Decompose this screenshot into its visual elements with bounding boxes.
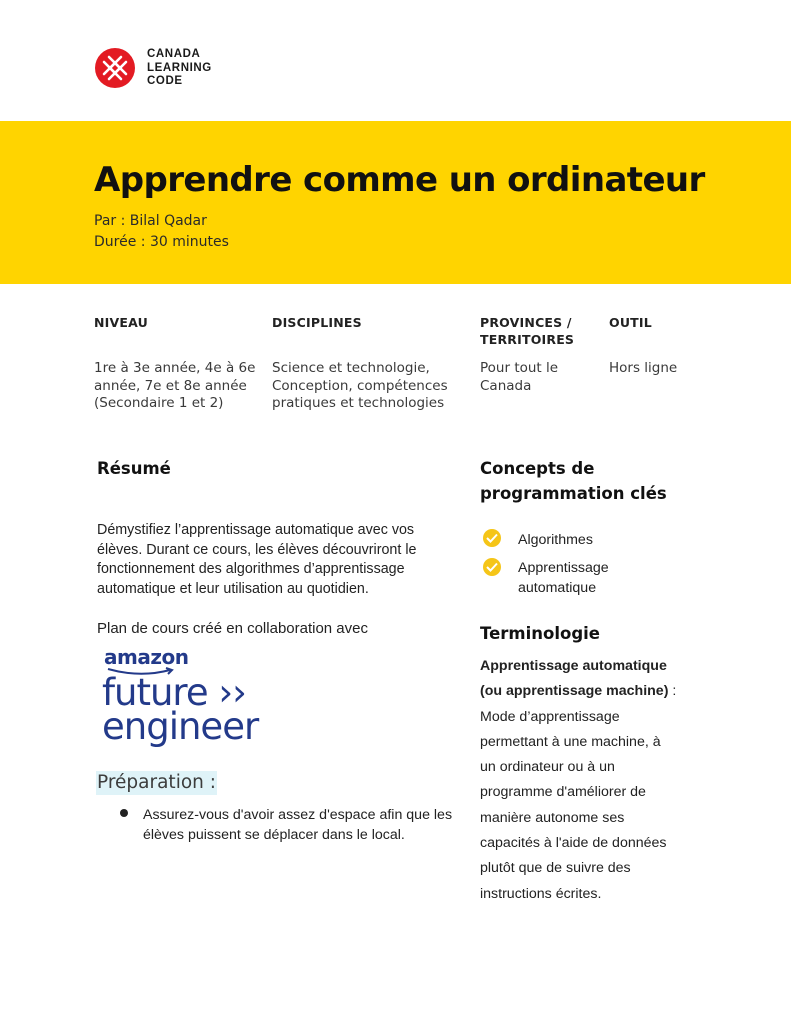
provinces-value (480, 360, 558, 395)
definition-line-1: Mode d’apprentissage (480, 708, 620, 725)
definition-line-5: manière autonome ses (480, 809, 625, 826)
checkmark-icon (483, 529, 501, 547)
amazon-wordmark: amazon (104, 645, 189, 669)
checkmark-icon (483, 558, 501, 576)
terminologie-definition (480, 654, 705, 907)
preparation-item-line-2: élèves puissent se déplacer dans le local. (143, 827, 405, 843)
provinces-value-line-2: Canada (480, 377, 532, 394)
term-name-line-1: Apprentissage automatique (480, 658, 667, 674)
resume-text-line-1: Démystifiez l’apprentissage automatique avec vos (97, 522, 415, 538)
concepts-heading-line-1: Concepts de (480, 459, 595, 478)
resume-text-line-2: élèves. Durant ce cours, les élèves découvriront le (97, 541, 417, 558)
resume-text (97, 521, 416, 599)
provinces-label-line-1: PROVINCES / (480, 315, 572, 330)
provinces-value-line-1: Pour tout le (480, 360, 559, 376)
concept-item-apprentissage (518, 558, 609, 598)
future-engineer-line-1: future ›› (102, 671, 246, 714)
author-text: Par : Bilal Qadar (94, 213, 207, 229)
resume-text-line-4: automatique et leur utilisation au quotidien. (97, 580, 369, 597)
niveau-value-line-3: (Secondaire 1 et 2) (94, 395, 224, 411)
bullet-icon (120, 809, 128, 817)
future-engineer-line-2: engineer (102, 705, 259, 748)
brand-name (147, 48, 212, 89)
page-title: Apprendre comme un ordinateur (94, 160, 705, 200)
preparation-item-line-1: Assurez-vous d'avoir assez d'espace afin que les (143, 807, 453, 823)
disciplines-value (272, 360, 448, 413)
future-engineer-logo (102, 671, 259, 748)
outil-label: OUTIL (609, 315, 652, 330)
niveau-label: NIVEAU (94, 315, 148, 330)
brand-name-line-1: CANADA (147, 48, 201, 60)
definition-line-2: permettant à une machine, à (480, 733, 661, 750)
concepts-heading (480, 456, 667, 506)
disciplines-label: DISCIPLINES (272, 315, 362, 330)
title-banner (0, 121, 791, 284)
disciplines-value-line-1: Science et technologie, (272, 360, 430, 376)
canada-learning-code-logo-icon (95, 48, 135, 88)
concept-item-algorithmes (518, 530, 593, 550)
term-suffix: : (668, 683, 677, 700)
outil-value: Hors ligne (609, 360, 678, 376)
definition-line-8: instructions écrites. (480, 885, 602, 902)
term-name-line-2: (ou apprentissage machine) (480, 683, 669, 700)
niveau-value-line-2: année, 7e et 8e année (94, 377, 247, 394)
concept-item-line: automatique (518, 580, 597, 596)
concepts-heading-line-2: programmation clés (480, 484, 667, 503)
brand-logo (95, 48, 212, 89)
terminologie-heading: Terminologie (480, 624, 600, 643)
concept-item-line: Apprentissage (518, 560, 609, 576)
definition-line-4: programme d'améliorer de (480, 784, 646, 801)
provinces-label (480, 314, 574, 348)
collaboration-text: Plan de cours créé en collaboration avec (97, 620, 368, 637)
brand-name-line-2: LEARNING (147, 61, 212, 74)
brand-name-line-3: CODE (147, 75, 183, 87)
provinces-label-line-2: TERRITOIRES (480, 332, 575, 347)
niveau-value (94, 360, 255, 413)
disciplines-value-line-3: pratiques et technologies (272, 395, 445, 411)
definition-line-6: capacités à l'aide de données (480, 835, 667, 852)
definition-line-7: plutôt que de suivre des (480, 860, 631, 877)
concept-item-line: Algorithmes (518, 532, 593, 548)
duration-text: Durée : 30 minutes (94, 234, 229, 250)
preparation-heading: Préparation : (97, 772, 216, 793)
disciplines-value-line-2: Conception, compétences (272, 377, 448, 394)
niveau-value-line-1: 1re à 3e année, 4e à 6e (94, 360, 256, 376)
preparation-item (143, 805, 473, 845)
resume-text-line-3: fonctionnement des algorithmes d’apprentissage (97, 561, 405, 577)
definition-line-3: un ordinateur ou à un (480, 759, 615, 776)
resume-heading: Résumé (97, 459, 171, 478)
